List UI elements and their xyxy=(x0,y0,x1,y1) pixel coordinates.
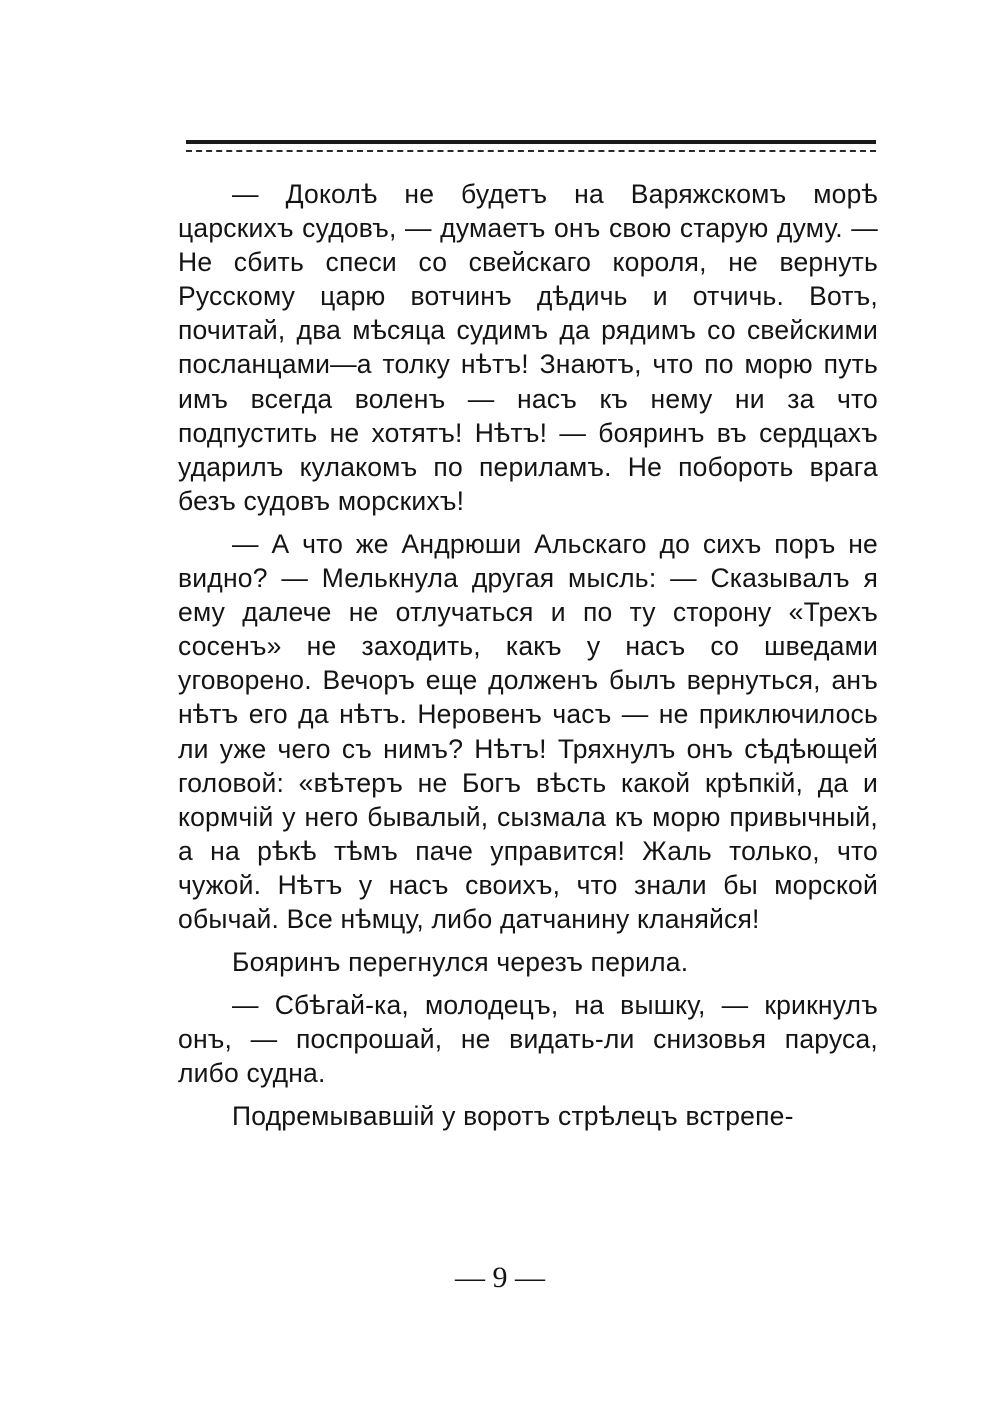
body-text xyxy=(178,177,878,1134)
paragraph: — Доколѣ не будетъ на Варяжскомъ морѣ царскихъ судовъ, — думаетъ онъ свою старую думу. — Не сбить спеси со свейскаго короля, не вернуть Русскому царю вотчинъ дѣдичь и отчичь. Вотъ, почитай, два мѣсяца судимъ да рядимъ со свейскими посланцами—а толку нѣтъ! Знаютъ, что по морю путь имъ всегда воленъ — насъ къ нему ни за что подпустить не хотятъ! Нѣтъ! — бояринъ въ сердцахъ ударилъ кулакомъ по периламъ. Не побороть врага безъ судовъ морскихъ! xyxy=(178,179,878,516)
header-rule-thin xyxy=(186,150,876,152)
header-rule xyxy=(186,140,876,160)
paragraph: Подремывавшій у воротъ стрѣлецъ встрепе- xyxy=(232,1101,794,1132)
paragraph: Бояринъ перегнулся черезъ перила. xyxy=(232,947,689,978)
paragraph: — Сбѣгай-ка, молодецъ, на вышку, — крикнулъ онъ, — поспрошай, не видать-ли снизовья паруса, либо судна. xyxy=(178,990,878,1089)
paragraph: — А что же Андрюши Альскаго до сихъ поръ не видно? — Мелькнула другая мысль: — Сказывалъ я ему далече не отлучаться и по ту сторону «Трехъ сосенъ» не заходить, какъ у насъ со шведами уговорено. Вечоръ еще долженъ былъ вернуться, анъ нѣтъ его да нѣтъ. Неровенъ часъ — не приключилось ли уже чего съ нимъ? Нѣтъ! Тряхнулъ онъ сѣдѣющей головой: «вѣтеръ не Богъ вѣсть какой крѣпкій, да и кормчій у него бывалый, сызмала къ морю привычный, а на рѣкѣ тѣмъ паче управится! Жаль только, что чужой. Нѣтъ у насъ своихъ, что знали бы морской обычай. Все нѣмцу, либо датчанину кланяйся! xyxy=(178,528,878,934)
header-rule-thick xyxy=(186,140,876,144)
page-number: — 9 — xyxy=(455,1261,545,1294)
